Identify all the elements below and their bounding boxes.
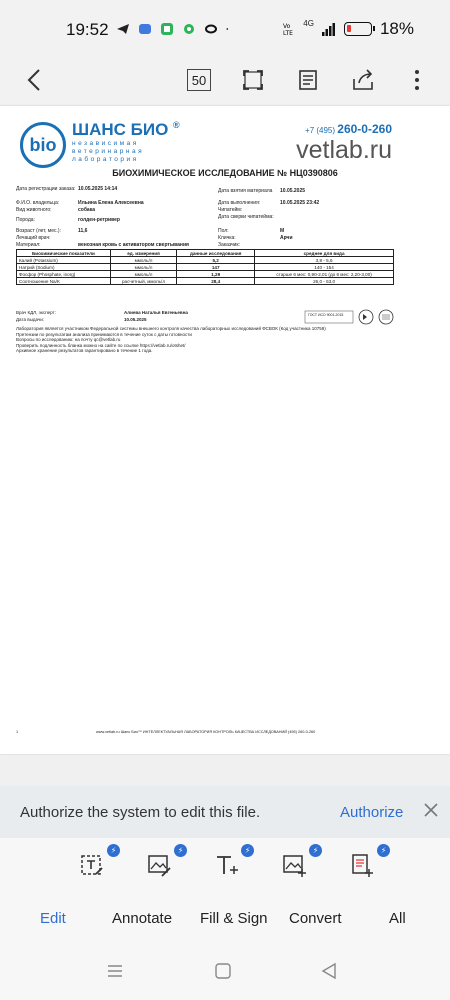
more-options-button[interactable] <box>408 64 426 96</box>
table-cell: 3,8 - 5,6 <box>255 257 394 264</box>
add-text-icon <box>214 852 240 878</box>
share-icon <box>351 69 375 91</box>
table-row <box>17 257 394 264</box>
meta-label: Ф.И.О. владельца: <box>16 200 60 206</box>
home-icon <box>214 962 232 980</box>
reading-mode-button[interactable] <box>296 64 320 96</box>
battery-percent: 18% <box>379 19 414 38</box>
meta-value: 11,6 <box>78 228 88 234</box>
document-title: БИОХИМИЧЕСКОЕ ИССЛЕДОВАНИЕ № НЦ0390806 <box>112 168 338 178</box>
footer-text: www.vetlab.ru Шанс Био™ ИНТЕЛЛЕКТУАЛЬНАЯ ЛАБОРАТОРИЯ КОНТРОЛЬ КАЧЕСТВА ИССЛЕДОВАНИЙ (495) 260-0-260 <box>96 730 316 734</box>
document-viewer[interactable] <box>0 104 450 786</box>
meta-label: Пол: <box>218 228 229 234</box>
note-line: Лаборатория является участником Федеральной системы внешнего контроля качества лабораторных исследований ФСВОК (Код участника 10759) <box>16 326 326 331</box>
edit-text-button[interactable] <box>80 846 117 882</box>
quality-seal-icon <box>358 309 394 325</box>
share-button[interactable] <box>350 64 376 96</box>
ai-badge-icon: ⚡ <box>107 844 120 857</box>
meta-value: голден-ретривер <box>78 217 120 223</box>
clock: 19:52 <box>66 20 109 39</box>
add-page-button[interactable] <box>350 846 387 882</box>
table-cell: Калий (Potassium) <box>17 257 111 264</box>
doctor-label: Врач КДЛ, эксперт: <box>16 310 56 315</box>
table-row <box>17 278 394 285</box>
tab-annotate[interactable]: Annotate <box>112 910 173 927</box>
tab-fill-sign[interactable]: Fill & Sign <box>200 910 268 927</box>
lab-brand: ШАНС БИО ® <box>72 120 180 139</box>
more-vertical-icon <box>414 68 420 92</box>
viewer-toolbar <box>0 56 450 104</box>
edit-text-icon <box>80 852 106 878</box>
meta-label: Дата выполнения: <box>218 200 261 206</box>
menu-icon <box>106 962 124 980</box>
table-cell: ммоль/л <box>110 264 176 271</box>
meta-label: Кличка: <box>218 235 236 241</box>
meta-value: Ильина Елена Алексеевна <box>78 200 144 206</box>
battery-icon <box>344 22 372 36</box>
table-cell: 147 <box>177 264 255 271</box>
signal-icon <box>322 22 336 36</box>
back-nav-button[interactable] <box>320 962 338 984</box>
authorize-message: Authorize the system to edit this file. <box>20 804 261 821</box>
note-line: Вопросы по исследованию: на почту qc@vetlab.ru <box>16 337 121 342</box>
page-footer <box>16 730 434 734</box>
issue-date-label: Дата выдачи: <box>16 317 44 322</box>
table-cell: Соотношение Na/K <box>17 278 111 285</box>
table-cell: 5,2 <box>177 257 255 264</box>
ai-badge-icon: ⚡ <box>174 844 187 857</box>
home-button[interactable] <box>214 962 232 984</box>
close-icon <box>424 803 438 817</box>
meta-value: М <box>280 228 285 234</box>
network-type: 4G <box>303 18 314 28</box>
meta-value: 10.05.2025 <box>280 188 306 194</box>
table-header: среднее для вида <box>255 250 394 257</box>
issue-date: 10.05.2025 <box>124 317 147 322</box>
tab-convert[interactable]: Convert <box>289 910 342 927</box>
telegram-icon <box>116 22 130 36</box>
chevron-left-icon <box>27 68 41 92</box>
close-banner-button[interactable] <box>424 798 438 822</box>
meta-label: Дата сверки чипатейма: <box>218 214 274 220</box>
table-header: ед. измерения <box>110 250 176 257</box>
back-button[interactable] <box>20 64 48 96</box>
fullscreen-icon <box>242 69 264 91</box>
lab-phone: +7 (495) 260-0-260 <box>305 122 392 136</box>
results-table <box>16 249 394 285</box>
meta-value: Арчи <box>280 235 293 241</box>
meta-value: собака <box>78 207 95 213</box>
meta-label: Дата регистрации заказа: <box>16 186 76 192</box>
authorize-banner <box>0 786 450 838</box>
meta-value: 10.05.2025 23:42 <box>280 200 320 206</box>
table-cell: Фосфор (Phosphate, inorg) <box>17 271 111 278</box>
note-line: Проверить подлинность бланка можно на сайте по ссылке https://vetlab.ru/otshet/ <box>16 342 186 348</box>
page-count-button[interactable] <box>186 64 212 96</box>
document-icon <box>298 69 318 91</box>
meta-label: Порода: <box>16 217 35 223</box>
system-status <box>283 19 414 39</box>
table-cell: старше 6 мес: 0,90-2,01 (до 6 мес: 2,20-3,00) <box>255 271 394 278</box>
add-image-icon <box>282 852 308 878</box>
document-page <box>0 106 450 754</box>
bottom-tabs <box>0 896 450 946</box>
table-cell: 140 - 154 <box>255 264 394 271</box>
lab-brand-subtitle: независимая ветеринарная лаборатория <box>72 140 145 163</box>
edit-image-button[interactable] <box>147 846 184 882</box>
notification-icons <box>116 22 232 36</box>
system-nav-bar <box>0 946 450 1000</box>
page-count: 50 <box>187 69 211 91</box>
dot-icon <box>226 22 232 36</box>
doctor-name: Алиева Наталья Евгеньевна <box>124 310 188 315</box>
edit-tools <box>0 838 450 896</box>
ai-badge-icon: ⚡ <box>309 844 322 857</box>
note-line: Архивное хранение результатов гарантировано в течение 1 года. <box>16 348 153 353</box>
meta-label: Лечащий врач: <box>16 235 51 241</box>
table-cell: Натрий (Sodium) <box>17 264 111 271</box>
tab-edit[interactable]: Edit <box>40 910 66 927</box>
tab-all[interactable]: All <box>389 910 406 927</box>
app-icon <box>138 22 152 36</box>
table-cell: ммоль/л <box>110 257 176 264</box>
table-header: Биохимические показатели <box>17 250 111 257</box>
meta-label: Возраст (лет, мес.): <box>16 228 61 234</box>
meta-label: Заказчик: <box>218 242 240 248</box>
volte-icon <box>283 22 295 36</box>
back-triangle-icon <box>320 962 338 980</box>
lab-notes <box>16 326 416 354</box>
ai-badge-icon: ⚡ <box>241 844 254 857</box>
edit-image-icon <box>147 852 173 878</box>
note-line: Претензии по результатам анализа принимаются в течение суток с даты готовности <box>16 331 192 337</box>
table-header: данные исследования <box>177 250 255 257</box>
svg-text:Vo: Vo <box>283 23 291 30</box>
table-row <box>17 264 394 271</box>
page-number: 1 <box>16 730 19 734</box>
table-cell: расчетный, ммоль/л <box>110 278 176 285</box>
authorize-button[interactable]: Authorize <box>340 804 404 821</box>
table-cell: 26,0 - 53,0 <box>255 278 394 285</box>
ai-badge-icon: ⚡ <box>377 844 390 857</box>
recents-button[interactable] <box>106 962 124 984</box>
meta-value: венозная кровь с активатором свертывания <box>78 242 189 248</box>
status-bar <box>0 0 450 56</box>
stamp-text: ГОСТ ИСО 9001-2015 <box>308 313 344 317</box>
ring-icon <box>204 22 218 36</box>
add-text-button[interactable] <box>214 846 251 882</box>
meta-label: Вид животного: <box>16 207 52 213</box>
lab-website: vetlab.ru <box>296 136 392 164</box>
table-cell: 1,29 <box>177 271 255 278</box>
add-image-button[interactable] <box>282 846 319 882</box>
lab-logo <box>20 122 66 168</box>
order-details <box>16 186 216 250</box>
sample-details <box>218 188 398 250</box>
table-cell: ммоль/л <box>110 271 176 278</box>
meta-label: Чипатейм: <box>218 207 243 213</box>
svg-text:LTE: LTE <box>283 30 294 36</box>
table-cell: 28,4 <box>177 278 255 285</box>
table-row <box>17 271 394 278</box>
meta-label: Дата взятия материала <box>218 188 273 194</box>
chat-icon <box>182 22 196 36</box>
messenger-icon <box>160 22 174 36</box>
meta-label: Материал: <box>16 242 41 248</box>
fullscreen-button[interactable] <box>241 64 265 96</box>
meta-value: 10.05.2025 14:14 <box>78 186 118 192</box>
add-page-icon <box>350 852 376 878</box>
logo-text: bio <box>29 134 57 155</box>
